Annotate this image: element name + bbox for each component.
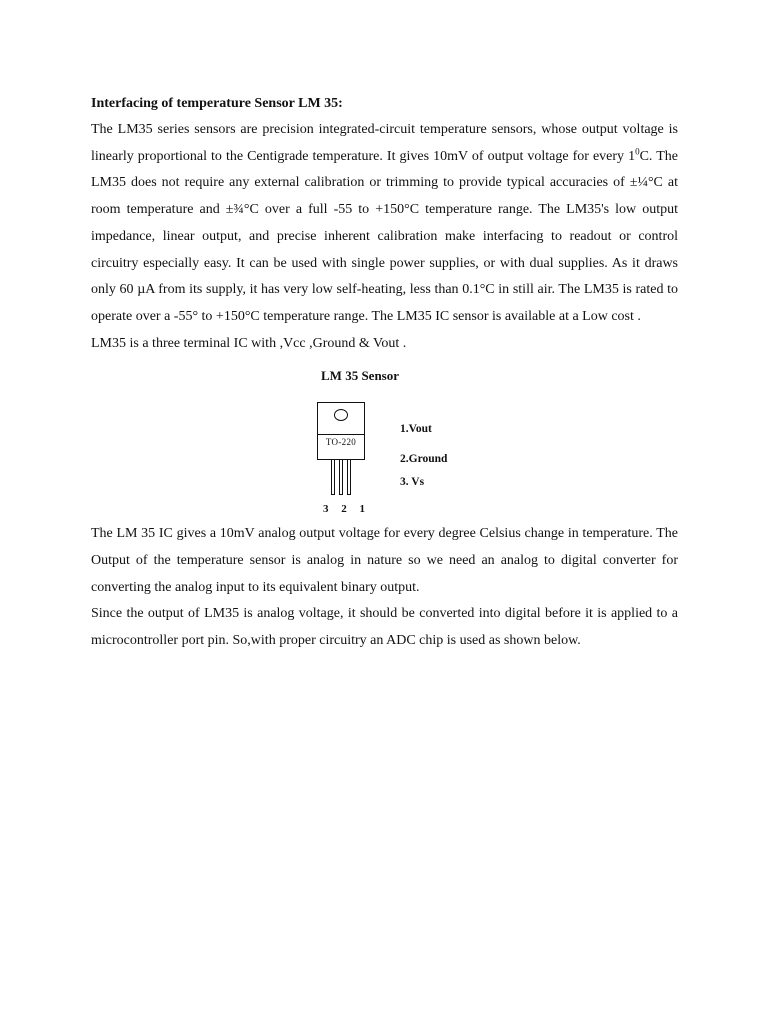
mounting-hole-icon — [334, 409, 348, 421]
package-leg-2 — [339, 460, 343, 495]
microcontroller-paragraph: Since the output of LM35 is analog voltage, it should be converted into digital before it is applied to a microcontroller port pin. So,with proper circuitry an ADC chip is used as shown below. — [91, 606, 678, 649]
pin-label-vout: 1.Vout — [400, 423, 432, 436]
pin-label-ground: 2.Ground — [400, 453, 448, 466]
document-page — [91, 90, 678, 655]
pin-numbers: 3 2 1 — [323, 503, 370, 516]
intro-text-part2: C. The LM35 does not require any external calibration or trimming to provide typical accuracies of ±¼°C at room temperature and ±¾°C over a full -55 to +150°C temperature range. The LM35's low output impedance, linear output, and precise inherent calibration make interfacing to readout or control circuitry especially easy. It can be used with single power supplies, or with dual supplies. As it draws only 60 µA from its supply, it has very low self-heating, less than 0.1°C in still air. The LM35 is rated to operate over a -55° to +150°C temperature range. The LM35 IC sensor is available at a Low cost . — [91, 148, 678, 324]
pin-label-vs: 3. Vs — [400, 476, 425, 489]
to220-package-drawing — [317, 402, 365, 460]
figure-title: LM 35 Sensor — [321, 368, 399, 384]
package-label: TO-220 — [325, 437, 357, 448]
section-heading: Interfacing of temperature Sensor LM 35: — [91, 96, 343, 111]
package-leg-3 — [331, 460, 335, 495]
package-leg-1 — [347, 460, 351, 495]
adc-paragraph: The LM 35 IC gives a 10mV analog output voltage for every degree Celsius change in temperature. The Output of the temperature sensor is analog in nature so we need an analog to digital converter for converting the analog input to its equivalent binary output. — [91, 526, 678, 595]
package-tab — [318, 403, 364, 435]
superscript-zero: 0 — [635, 146, 640, 157]
lm35-pinout-figure — [91, 359, 678, 521]
terminal-line: LM35 is a three terminal IC with ,Vcc ,Ground & Vout . — [91, 335, 407, 351]
intro-text-part1: The LM35 series sensors are precision integrated-circuit temperature sensors, whose output voltage is linearly proportional to the Centigrade temperature. It gives 10mV of output voltage for every 1 — [91, 122, 678, 164]
intro-paragraph — [91, 117, 678, 331]
